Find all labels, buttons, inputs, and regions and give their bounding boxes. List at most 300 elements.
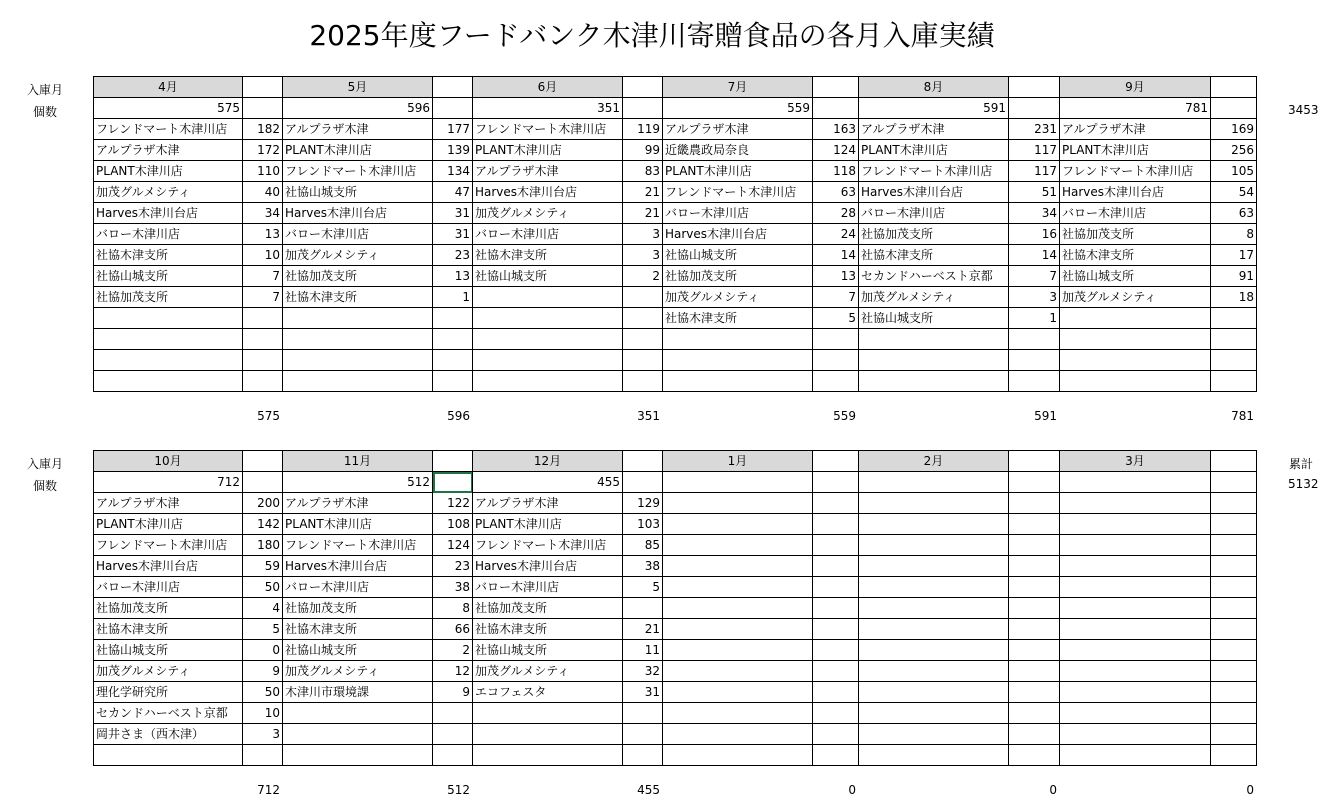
quantity-cell[interactable]: [1211, 535, 1257, 556]
quantity-cell[interactable]: [1009, 661, 1060, 682]
donor-name-cell[interactable]: 加茂グルメシティ: [663, 287, 813, 308]
header-blank-cell[interactable]: [243, 451, 283, 472]
donor-name-cell[interactable]: 加茂グルメシティ: [473, 203, 623, 224]
donor-name-cell[interactable]: PLANT木津川店: [663, 161, 813, 182]
quantity-cell[interactable]: [813, 598, 859, 619]
donor-name-cell[interactable]: PLANT木津川店: [473, 514, 623, 535]
quantity-cell[interactable]: [1211, 350, 1257, 371]
donor-name-cell[interactable]: 社協山城支所: [473, 266, 623, 287]
donor-name-cell[interactable]: [859, 724, 1009, 745]
quantity-cell[interactable]: 172: [243, 140, 283, 161]
month-total-cell[interactable]: 591: [859, 98, 1009, 119]
quantity-cell[interactable]: 40: [243, 182, 283, 203]
month-header[interactable]: 9月: [1060, 77, 1211, 98]
quantity-cell[interactable]: [623, 598, 663, 619]
quantity-cell[interactable]: [623, 287, 663, 308]
quantity-cell[interactable]: 117: [1009, 161, 1060, 182]
donor-name-cell[interactable]: フレンドマート木津川店: [283, 161, 433, 182]
header-blank-cell[interactable]: [1009, 77, 1060, 98]
quantity-cell[interactable]: 21: [623, 182, 663, 203]
quantity-cell[interactable]: 63: [1211, 203, 1257, 224]
quantity-cell[interactable]: [1211, 640, 1257, 661]
donor-name-cell[interactable]: Harves木津川台店: [663, 224, 813, 245]
donor-name-cell[interactable]: [1060, 745, 1211, 766]
quantity-cell[interactable]: [623, 308, 663, 329]
quantity-cell[interactable]: 17: [1211, 245, 1257, 266]
header-blank-cell[interactable]: [433, 77, 473, 98]
donor-name-cell[interactable]: 理化学研究所: [94, 682, 243, 703]
donor-name-cell[interactable]: 社協山城支所: [473, 640, 623, 661]
donor-name-cell[interactable]: [663, 535, 813, 556]
quantity-cell[interactable]: 34: [243, 203, 283, 224]
quantity-cell[interactable]: [243, 329, 283, 350]
quantity-cell[interactable]: 9: [433, 682, 473, 703]
donor-name-cell[interactable]: 社協加茂支所: [1060, 224, 1211, 245]
quantity-cell[interactable]: [623, 745, 663, 766]
donor-name-cell[interactable]: 社協加茂支所: [283, 266, 433, 287]
donor-name-cell[interactable]: [283, 745, 433, 766]
donor-name-cell[interactable]: [473, 371, 623, 392]
quantity-cell[interactable]: 14: [813, 245, 859, 266]
quantity-cell[interactable]: [813, 682, 859, 703]
donor-name-cell[interactable]: 社協山城支所: [94, 266, 243, 287]
donor-name-cell[interactable]: [473, 287, 623, 308]
donor-name-cell[interactable]: [473, 329, 623, 350]
donor-name-cell[interactable]: 社協木津支所: [473, 245, 623, 266]
quantity-cell[interactable]: 14: [1009, 245, 1060, 266]
quantity-cell[interactable]: [813, 619, 859, 640]
header-blank-cell[interactable]: [1009, 451, 1060, 472]
quantity-cell[interactable]: [1211, 308, 1257, 329]
donor-name-cell[interactable]: バロー木津川店: [473, 577, 623, 598]
month-total-cell[interactable]: 596: [283, 98, 433, 119]
quantity-cell[interactable]: [813, 350, 859, 371]
donor-name-cell[interactable]: [663, 556, 813, 577]
quantity-cell[interactable]: 1: [1009, 308, 1060, 329]
donor-name-cell[interactable]: バロー木津川店: [94, 577, 243, 598]
donor-name-cell[interactable]: [94, 308, 243, 329]
donor-name-cell[interactable]: Harves木津川台店: [1060, 182, 1211, 203]
donor-name-cell[interactable]: フレンドマート木津川店: [859, 161, 1009, 182]
quantity-cell[interactable]: 32: [623, 661, 663, 682]
donor-name-cell[interactable]: [663, 371, 813, 392]
donor-name-cell[interactable]: [1060, 514, 1211, 535]
quantity-cell[interactable]: 180: [243, 535, 283, 556]
donor-name-cell[interactable]: PLANT木津川店: [859, 140, 1009, 161]
count-blank-cell[interactable]: [813, 472, 859, 493]
count-blank-cell[interactable]: [433, 98, 473, 119]
month-total-cell[interactable]: 575: [94, 98, 243, 119]
donor-name-cell[interactable]: PLANT木津川店: [283, 140, 433, 161]
quantity-cell[interactable]: [813, 556, 859, 577]
donor-name-cell[interactable]: Harves木津川台店: [473, 182, 623, 203]
donor-name-cell[interactable]: [663, 598, 813, 619]
quantity-cell[interactable]: 23: [433, 245, 473, 266]
donor-name-cell[interactable]: [859, 682, 1009, 703]
donor-name-cell[interactable]: 加茂グルメシティ: [1060, 287, 1211, 308]
donor-name-cell[interactable]: [859, 535, 1009, 556]
quantity-cell[interactable]: [1211, 493, 1257, 514]
donor-name-cell[interactable]: 社協山城支所: [94, 640, 243, 661]
donor-name-cell[interactable]: [859, 371, 1009, 392]
donor-name-cell[interactable]: Harves木津川台店: [859, 182, 1009, 203]
quantity-cell[interactable]: 177: [433, 119, 473, 140]
donor-name-cell[interactable]: [663, 724, 813, 745]
quantity-cell[interactable]: 3: [623, 245, 663, 266]
quantity-cell[interactable]: [243, 308, 283, 329]
donor-name-cell[interactable]: アルプラザ木津: [283, 493, 433, 514]
quantity-cell[interactable]: [1211, 371, 1257, 392]
quantity-cell[interactable]: 21: [623, 203, 663, 224]
donor-name-cell[interactable]: PLANT木津川店: [1060, 140, 1211, 161]
count-blank-cell[interactable]: [1211, 98, 1257, 119]
donor-name-cell[interactable]: フレンドマート木津川店: [94, 119, 243, 140]
donor-name-cell[interactable]: [1060, 640, 1211, 661]
selected-cell[interactable]: [433, 472, 473, 493]
donor-name-cell[interactable]: 加茂グルメシティ: [283, 661, 433, 682]
quantity-cell[interactable]: 129: [623, 493, 663, 514]
donor-name-cell[interactable]: PLANT木津川店: [94, 161, 243, 182]
quantity-cell[interactable]: 31: [623, 682, 663, 703]
count-blank-cell[interactable]: [1211, 472, 1257, 493]
quantity-cell[interactable]: [1211, 598, 1257, 619]
donor-name-cell[interactable]: [859, 350, 1009, 371]
quantity-cell[interactable]: 13: [243, 224, 283, 245]
quantity-cell[interactable]: 7: [243, 287, 283, 308]
quantity-cell[interactable]: [623, 329, 663, 350]
donor-name-cell[interactable]: [473, 308, 623, 329]
quantity-cell[interactable]: [813, 371, 859, 392]
donor-name-cell[interactable]: [1060, 682, 1211, 703]
donor-name-cell[interactable]: 社協山城支所: [283, 640, 433, 661]
donor-name-cell[interactable]: [859, 329, 1009, 350]
quantity-cell[interactable]: 13: [813, 266, 859, 287]
quantity-cell[interactable]: 7: [1009, 266, 1060, 287]
donor-name-cell[interactable]: 社協加茂支所: [859, 224, 1009, 245]
quantity-cell[interactable]: [1009, 371, 1060, 392]
month-header[interactable]: 4月: [94, 77, 243, 98]
quantity-cell[interactable]: 91: [1211, 266, 1257, 287]
donor-name-cell[interactable]: 社協木津支所: [859, 245, 1009, 266]
quantity-cell[interactable]: 11: [623, 640, 663, 661]
quantity-cell[interactable]: 5: [813, 308, 859, 329]
month-header[interactable]: 3月: [1060, 451, 1211, 472]
donor-name-cell[interactable]: [663, 329, 813, 350]
quantity-cell[interactable]: [813, 535, 859, 556]
quantity-cell[interactable]: 117: [1009, 140, 1060, 161]
quantity-cell[interactable]: 4: [243, 598, 283, 619]
quantity-cell[interactable]: [1009, 556, 1060, 577]
donor-name-cell[interactable]: セカンドハーベスト京都: [94, 703, 243, 724]
donor-name-cell[interactable]: [859, 640, 1009, 661]
quantity-cell[interactable]: [1009, 745, 1060, 766]
quantity-cell[interactable]: 3: [623, 224, 663, 245]
donor-name-cell[interactable]: [859, 514, 1009, 535]
quantity-cell[interactable]: 8: [433, 598, 473, 619]
quantity-cell[interactable]: 18: [1211, 287, 1257, 308]
quantity-cell[interactable]: [433, 371, 473, 392]
quantity-cell[interactable]: 99: [623, 140, 663, 161]
quantity-cell[interactable]: [813, 577, 859, 598]
quantity-cell[interactable]: [1211, 724, 1257, 745]
donor-name-cell[interactable]: [859, 703, 1009, 724]
donor-name-cell[interactable]: バロー木津川店: [473, 224, 623, 245]
quantity-cell[interactable]: 169: [1211, 119, 1257, 140]
donor-name-cell[interactable]: [663, 703, 813, 724]
donor-name-cell[interactable]: 社協山城支所: [283, 182, 433, 203]
quantity-cell[interactable]: 231: [1009, 119, 1060, 140]
month-header[interactable]: 11月: [283, 451, 433, 472]
quantity-cell[interactable]: 21: [623, 619, 663, 640]
quantity-cell[interactable]: 1: [433, 287, 473, 308]
quantity-cell[interactable]: 124: [433, 535, 473, 556]
donor-name-cell[interactable]: 社協木津支所: [473, 619, 623, 640]
quantity-cell[interactable]: 66: [433, 619, 473, 640]
quantity-cell[interactable]: [1211, 514, 1257, 535]
donor-name-cell[interactable]: [859, 598, 1009, 619]
month-header[interactable]: 8月: [859, 77, 1009, 98]
month-header[interactable]: 1月: [663, 451, 813, 472]
donor-name-cell[interactable]: セカンドハーベスト京都: [859, 266, 1009, 287]
quantity-cell[interactable]: 118: [813, 161, 859, 182]
donor-name-cell[interactable]: [1060, 329, 1211, 350]
quantity-cell[interactable]: 85: [623, 535, 663, 556]
quantity-cell[interactable]: 12: [433, 661, 473, 682]
donor-name-cell[interactable]: [283, 724, 433, 745]
donor-name-cell[interactable]: [473, 350, 623, 371]
donor-name-cell[interactable]: [859, 577, 1009, 598]
quantity-cell[interactable]: 142: [243, 514, 283, 535]
month-header[interactable]: 10月: [94, 451, 243, 472]
donor-name-cell[interactable]: 加茂グルメシティ: [283, 245, 433, 266]
quantity-cell[interactable]: [1211, 556, 1257, 577]
donor-name-cell[interactable]: バロー木津川店: [283, 577, 433, 598]
donor-name-cell[interactable]: アルプラザ木津: [859, 119, 1009, 140]
donor-name-cell[interactable]: フレンドマート木津川店: [283, 535, 433, 556]
donor-name-cell[interactable]: [473, 703, 623, 724]
quantity-cell[interactable]: 256: [1211, 140, 1257, 161]
donor-name-cell[interactable]: バロー木津川店: [283, 224, 433, 245]
quantity-cell[interactable]: 2: [433, 640, 473, 661]
donor-name-cell[interactable]: Harves木津川台店: [94, 556, 243, 577]
donor-name-cell[interactable]: [94, 371, 243, 392]
donor-name-cell[interactable]: 岡井さま（西木津）: [94, 724, 243, 745]
quantity-cell[interactable]: [243, 371, 283, 392]
count-blank-cell[interactable]: [243, 472, 283, 493]
donor-name-cell[interactable]: [1060, 724, 1211, 745]
header-blank-cell[interactable]: [813, 451, 859, 472]
quantity-cell[interactable]: 47: [433, 182, 473, 203]
donor-name-cell[interactable]: [94, 329, 243, 350]
quantity-cell[interactable]: 50: [243, 682, 283, 703]
donor-name-cell[interactable]: 社協加茂支所: [94, 598, 243, 619]
quantity-cell[interactable]: 28: [813, 203, 859, 224]
donor-name-cell[interactable]: 加茂グルメシティ: [859, 287, 1009, 308]
header-blank-cell[interactable]: [243, 77, 283, 98]
donor-name-cell[interactable]: [1060, 350, 1211, 371]
donor-name-cell[interactable]: [283, 371, 433, 392]
quantity-cell[interactable]: [433, 745, 473, 766]
quantity-cell[interactable]: [1009, 535, 1060, 556]
quantity-cell[interactable]: 83: [623, 161, 663, 182]
donor-name-cell[interactable]: アルプラザ木津: [663, 119, 813, 140]
quantity-cell[interactable]: 38: [623, 556, 663, 577]
month-total-cell[interactable]: [859, 472, 1009, 493]
quantity-cell[interactable]: [1009, 514, 1060, 535]
donor-name-cell[interactable]: フレンドマート木津川店: [473, 535, 623, 556]
quantity-cell[interactable]: 13: [433, 266, 473, 287]
donor-name-cell[interactable]: [663, 514, 813, 535]
quantity-cell[interactable]: 7: [243, 266, 283, 287]
donor-name-cell[interactable]: 加茂グルメシティ: [473, 661, 623, 682]
donor-name-cell[interactable]: 社協木津支所: [663, 308, 813, 329]
donor-name-cell[interactable]: [283, 329, 433, 350]
donor-name-cell[interactable]: バロー木津川店: [1060, 203, 1211, 224]
donor-name-cell[interactable]: Harves木津川台店: [94, 203, 243, 224]
count-blank-cell[interactable]: [623, 98, 663, 119]
donor-name-cell[interactable]: [1060, 493, 1211, 514]
quantity-cell[interactable]: 50: [243, 577, 283, 598]
donor-name-cell[interactable]: [859, 661, 1009, 682]
quantity-cell[interactable]: [243, 745, 283, 766]
month-header[interactable]: 7月: [663, 77, 813, 98]
month-total-cell[interactable]: 781: [1060, 98, 1211, 119]
quantity-cell[interactable]: 31: [433, 224, 473, 245]
quantity-cell[interactable]: 54: [1211, 182, 1257, 203]
donor-name-cell[interactable]: PLANT木津川店: [473, 140, 623, 161]
header-blank-cell[interactable]: [1211, 451, 1257, 472]
quantity-cell[interactable]: [813, 514, 859, 535]
donor-name-cell[interactable]: 加茂グルメシティ: [94, 661, 243, 682]
quantity-cell[interactable]: [813, 703, 859, 724]
donor-name-cell[interactable]: [1060, 577, 1211, 598]
quantity-cell[interactable]: 122: [433, 493, 473, 514]
donor-name-cell[interactable]: 社協木津支所: [283, 619, 433, 640]
count-blank-cell[interactable]: [1009, 472, 1060, 493]
donor-name-cell[interactable]: Harves木津川台店: [473, 556, 623, 577]
quantity-cell[interactable]: [1009, 598, 1060, 619]
quantity-cell[interactable]: 119: [623, 119, 663, 140]
quantity-cell[interactable]: [623, 350, 663, 371]
quantity-cell[interactable]: [1211, 329, 1257, 350]
quantity-cell[interactable]: 3: [243, 724, 283, 745]
quantity-cell[interactable]: 110: [243, 161, 283, 182]
quantity-cell[interactable]: [1009, 329, 1060, 350]
month-header[interactable]: 12月: [473, 451, 623, 472]
quantity-cell[interactable]: [1009, 350, 1060, 371]
month-total-cell[interactable]: 559: [663, 98, 813, 119]
donor-name-cell[interactable]: バロー木津川店: [663, 203, 813, 224]
donor-name-cell[interactable]: バロー木津川店: [859, 203, 1009, 224]
donor-name-cell[interactable]: [663, 640, 813, 661]
donor-name-cell[interactable]: [1060, 556, 1211, 577]
donor-name-cell[interactable]: [1060, 703, 1211, 724]
donor-name-cell[interactable]: 社協木津支所: [1060, 245, 1211, 266]
quantity-cell[interactable]: [1211, 682, 1257, 703]
quantity-cell[interactable]: 5: [623, 577, 663, 598]
donor-name-cell[interactable]: バロー木津川店: [94, 224, 243, 245]
quantity-cell[interactable]: [813, 724, 859, 745]
quantity-cell[interactable]: 139: [433, 140, 473, 161]
quantity-cell[interactable]: [433, 329, 473, 350]
quantity-cell[interactable]: [1009, 493, 1060, 514]
donor-name-cell[interactable]: [94, 745, 243, 766]
quantity-cell[interactable]: 38: [433, 577, 473, 598]
donor-name-cell[interactable]: 近畿農政局奈良: [663, 140, 813, 161]
donor-name-cell[interactable]: [1060, 661, 1211, 682]
quantity-cell[interactable]: [1009, 619, 1060, 640]
month-total-cell[interactable]: [1060, 472, 1211, 493]
quantity-cell[interactable]: [813, 493, 859, 514]
donor-name-cell[interactable]: Harves木津川台店: [283, 203, 433, 224]
donor-name-cell[interactable]: [283, 308, 433, 329]
donor-name-cell[interactable]: [473, 745, 623, 766]
quantity-cell[interactable]: [1211, 745, 1257, 766]
quantity-cell[interactable]: [623, 724, 663, 745]
donor-name-cell[interactable]: 木津川市環境課: [283, 682, 433, 703]
quantity-cell[interactable]: 3: [1009, 287, 1060, 308]
quantity-cell[interactable]: 10: [243, 245, 283, 266]
donor-name-cell[interactable]: [859, 745, 1009, 766]
donor-name-cell[interactable]: [663, 350, 813, 371]
header-blank-cell[interactable]: [813, 77, 859, 98]
donor-name-cell[interactable]: 社協山城支所: [663, 245, 813, 266]
donor-name-cell[interactable]: フレンドマート木津川店: [473, 119, 623, 140]
donor-name-cell[interactable]: [859, 493, 1009, 514]
quantity-cell[interactable]: 200: [243, 493, 283, 514]
header-blank-cell[interactable]: [433, 451, 473, 472]
donor-name-cell[interactable]: [663, 493, 813, 514]
donor-name-cell[interactable]: [473, 724, 623, 745]
header-blank-cell[interactable]: [623, 77, 663, 98]
quantity-cell[interactable]: 2: [623, 266, 663, 287]
quantity-cell[interactable]: [1009, 703, 1060, 724]
donor-name-cell[interactable]: Harves木津川台店: [283, 556, 433, 577]
count-blank-cell[interactable]: [623, 472, 663, 493]
month-header[interactable]: 2月: [859, 451, 1009, 472]
donor-name-cell[interactable]: アルプラザ木津: [1060, 119, 1211, 140]
donor-name-cell[interactable]: アルプラザ木津: [94, 493, 243, 514]
quantity-cell[interactable]: 5: [243, 619, 283, 640]
donor-name-cell[interactable]: 社協山城支所: [1060, 266, 1211, 287]
quantity-cell[interactable]: [433, 350, 473, 371]
donor-name-cell[interactable]: 社協木津支所: [94, 245, 243, 266]
quantity-cell[interactable]: 9: [243, 661, 283, 682]
quantity-cell[interactable]: 124: [813, 140, 859, 161]
donor-name-cell[interactable]: [1060, 598, 1211, 619]
donor-name-cell[interactable]: [283, 350, 433, 371]
quantity-cell[interactable]: 163: [813, 119, 859, 140]
donor-name-cell[interactable]: フレンドマート木津川店: [94, 535, 243, 556]
quantity-cell[interactable]: [433, 724, 473, 745]
quantity-cell[interactable]: 23: [433, 556, 473, 577]
donor-name-cell[interactable]: 社協木津支所: [94, 619, 243, 640]
donor-name-cell[interactable]: 社協加茂支所: [663, 266, 813, 287]
quantity-cell[interactable]: 182: [243, 119, 283, 140]
quantity-cell[interactable]: [1211, 619, 1257, 640]
quantity-cell[interactable]: [1211, 661, 1257, 682]
quantity-cell[interactable]: 105: [1211, 161, 1257, 182]
donor-name-cell[interactable]: [663, 577, 813, 598]
quantity-cell[interactable]: 10: [243, 703, 283, 724]
count-blank-cell[interactable]: [1009, 98, 1060, 119]
quantity-cell[interactable]: [1009, 577, 1060, 598]
donor-name-cell[interactable]: アルプラザ木津: [473, 493, 623, 514]
quantity-cell[interactable]: [813, 745, 859, 766]
quantity-cell[interactable]: 59: [243, 556, 283, 577]
quantity-cell[interactable]: 0: [243, 640, 283, 661]
donor-name-cell[interactable]: 社協加茂支所: [94, 287, 243, 308]
